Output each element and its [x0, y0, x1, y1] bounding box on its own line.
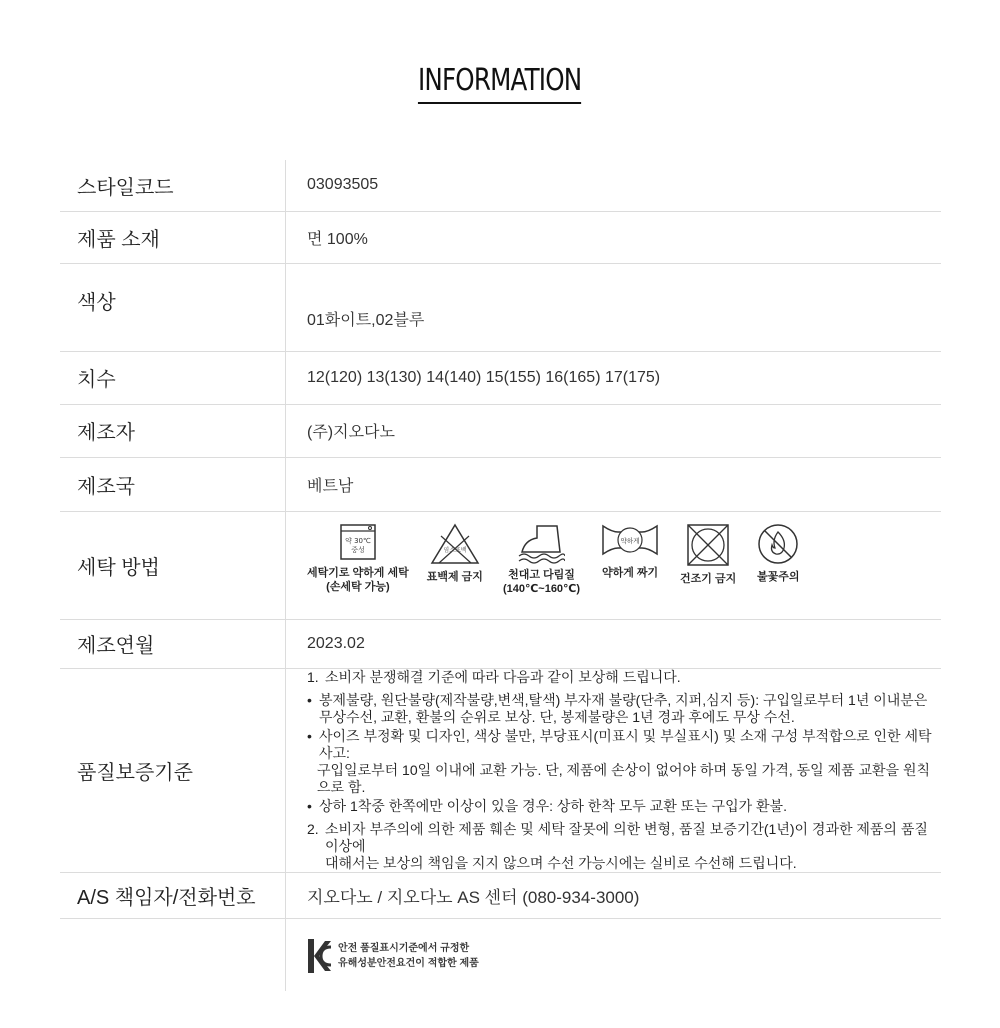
wash-neutral-text: 중성 [351, 545, 365, 554]
iron-caption-sub: (140℃~160℃) [502, 582, 581, 595]
gentle-wring-icon [600, 522, 660, 558]
page-title-wrap [0, 62, 1000, 104]
quality-value [286, 668, 942, 872]
iron-caption: 천대고 다림질 [508, 568, 575, 581]
kc-mark-icon [307, 937, 333, 975]
washing-icons [286, 511, 942, 619]
page-title: INFORMATION [418, 62, 581, 104]
country-value: 베트남 [286, 457, 942, 511]
as-value: 지오다노 / 지오다노 AS 센터 (080-934-3000) [286, 872, 942, 918]
no-tumble-dry-icon [685, 522, 731, 568]
kc-cell [286, 918, 942, 991]
material-value: 면 100% [286, 211, 942, 263]
row-washing [60, 511, 941, 619]
quality-bullet-2: • 사이즈 부정확 및 디자인, 색상 불만, 부당표시(미표시 및 부실표시) 및 소재 구성 부적합으로 인한 세탁 사고: [307, 727, 932, 761]
row-material [60, 211, 941, 263]
kc-certification [307, 933, 941, 975]
quality-item-1: 1. 소비자 분쟁해결 기준에 따라 다음과 같이 보상해 드립니다. [307, 668, 681, 685]
bleach-caption: 표백제 금지 [426, 570, 483, 583]
style-code-label: 스타일코드 [60, 160, 286, 211]
iron-icon [517, 522, 565, 564]
row-as [60, 872, 941, 918]
wash-item-no-bleach [427, 522, 483, 584]
wring-text: 약하게 [620, 536, 640, 545]
row-country [60, 457, 941, 511]
color-value: 01화이트,02블루 [286, 263, 942, 351]
wash-caption-sub: (손세탁 가능) [326, 580, 390, 593]
wash-caption: 세탁기로 약하게 세탁 [307, 566, 409, 579]
color-label: 색상 [60, 263, 286, 351]
kc-text [338, 941, 479, 971]
material-label: 제품 소재 [60, 211, 286, 263]
no-flame-icon [756, 522, 800, 566]
quality-bullet-1-cont: 무상수선, 교환, 환불의 순위로 보상. 단, 봉제불량은 1년 경과 후에도 무상 수선. [319, 708, 795, 725]
wash-icon-list [307, 512, 941, 596]
size-label: 치수 [60, 351, 286, 404]
quality-bullet-2-cont: 구입일로부터 10일 이내에 교환 가능. 단, 제품에 손상이 없어야 하며 동일 가격, 동일 제품 교환을 원칙으로 함. [317, 761, 931, 795]
hand-wash-icon [338, 522, 378, 562]
quality-bullet-1: • 봉제불량, 원단불량(제작불량,변색,탈색) 부자재 불량(단추, 지퍼,심지 등): 구입일로부터 1년 이내분은 [307, 691, 928, 708]
wash-item-hand-wash [307, 522, 409, 594]
quality-item-2-cont: 대해서는 보상의 책임을 지지 않으며 수선 가능시에는 실비로 수선해 드립니다. [325, 854, 797, 871]
wring-caption: 약하게 짜기 [601, 566, 659, 579]
quality-text [307, 669, 941, 872]
wash-item-no-flame [756, 522, 800, 584]
kc-label-empty [60, 918, 286, 991]
row-kc [60, 918, 941, 991]
date-label: 제조연월 [60, 619, 286, 668]
row-style-code [60, 160, 941, 211]
size-value: 12(120) 13(130) 14(140) 15(155) 16(165) 17(175) [286, 351, 942, 404]
maker-label: 제조자 [60, 404, 286, 457]
quality-label: 품질보증기준 [60, 668, 286, 872]
row-color [60, 263, 941, 351]
row-maker [60, 404, 941, 457]
maker-value: (주)지오다노 [286, 404, 942, 457]
wash-item-iron [503, 522, 580, 596]
wash-temp-text: 약 30℃ [344, 536, 371, 545]
quality-item-2: 2. 소비자 부주의에 의한 제품 훼손 및 세탁 잘못에 의한 변형, 품질 보증기간(1년)이 경과한 제품의 품질이상에 [307, 820, 928, 854]
washing-label: 세탁 방법 [60, 511, 286, 619]
row-size [60, 351, 941, 404]
date-value: 2023.02 [286, 619, 942, 668]
as-label: A/S 책임자/전화번호 [60, 872, 286, 918]
bleach-text: 염소표백 [443, 546, 467, 554]
no-bleach-icon [429, 522, 481, 566]
country-label: 제조국 [60, 457, 286, 511]
wash-item-wring [600, 522, 660, 580]
row-quality [60, 668, 941, 872]
kc-text-line2: 유해성분안전요건이 적합한 제품 [338, 957, 479, 969]
style-code-value: 03093505 [286, 160, 942, 211]
quality-bullet-3: • 상하 1착중 한쪽에만 이상이 있을 경우: 상하 한착 모두 교환 또는 구입가 환불. [307, 797, 787, 814]
kc-text-line1: 안전 품질표시기준에서 규정한 [338, 942, 470, 954]
row-date [60, 619, 941, 668]
product-info-table [60, 160, 941, 991]
wash-item-no-dryer [680, 522, 736, 586]
dryer-caption: 건조기 금지 [680, 572, 737, 585]
flame-caption: 불꽃주의 [756, 570, 800, 583]
